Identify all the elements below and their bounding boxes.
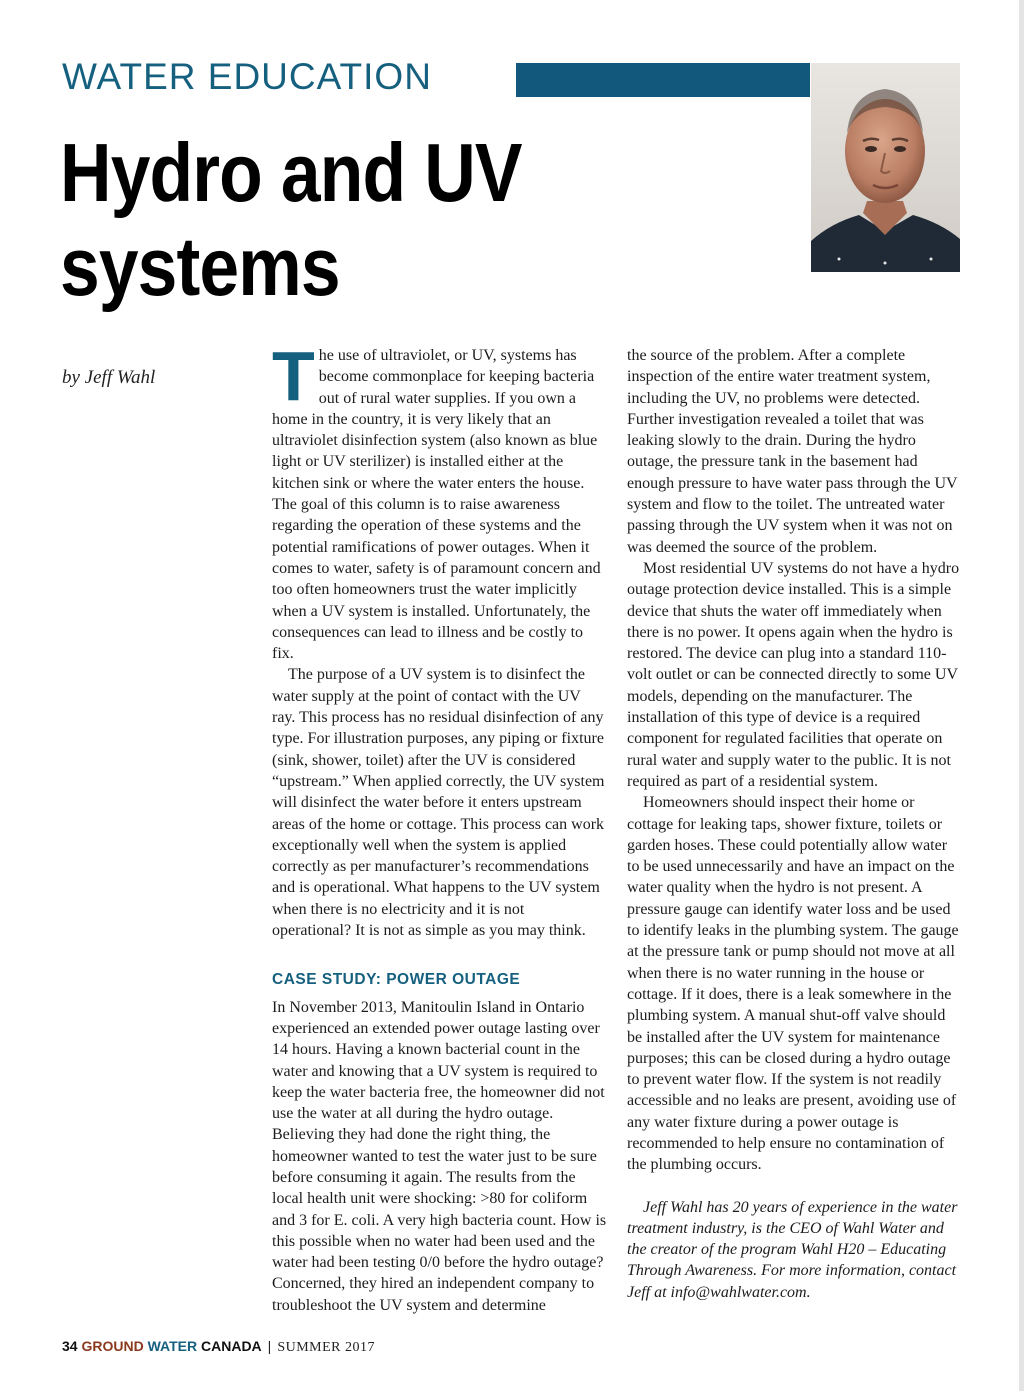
author-portrait-image [811,63,960,272]
section-subhead: CASE STUDY: POWER OUTAGE [272,971,521,989]
publication-name-word1: GROUND [81,1338,144,1354]
author-byline: by Jeff Wahl [62,367,156,388]
page-number: 34 [62,1338,78,1354]
article-paragraph: Homeowners should inspect their home or cottage for leaking taps, shower fixture, toilets or garden hoses. These could potentially allow water to be used unnecessarily and have an impact on the water quality when the hydro is not present. A pressure gauge can identify water loss and be used to identify leaks in the plumbing system. The gauge at the pressure tank or pump should not move at all when there is no water running in the house or cottage. If it does, there is a leak somewhere in the plumbing system. A manual shut-off valve should be installed after the UV system for maintenance purposes; this can be closed during a hydro outage to prevent water flow. If the system is not readily accessible and no leaks are present, avoiding use of any water fixture during a power outage is recommended to help ensure no contamination of the plumbing occurs. [627,794,959,1174]
issue-date: SUMMER 2017 [277,1340,375,1355]
footer-divider: | [267,1338,272,1354]
page-edge-rule [1019,0,1024,1391]
article-paragraph: In November 2013, Manitoulin Island in Ontario experienced an extended power outage lasting over 14 hours. Having a known bacterial count in the water and knowing that a UV system is required to keep the water bacteria free, the homeowner did not use the water at all during the hydro outage. Believing they had done the right thing, the homeowner wanted to test the water just to be sure before consuming it again. The results from the local health unit were shocking: >80 for coliform and 3 for E. coli. A very high bacteria count. How is this possible when no water had been used and the water had been testing 0/0 before the hydro outage? Concerned, they hired an independent company to troubleshoot the UV system and determine [272,998,607,1314]
author-bio: Jeff Wahl has 20 years of experience in the water treatment industry, is the CEO of Wahl Water and the creator of the program Wahl H20 – Educating Through Awareness. For more information, contact Jeff at info@wahlwater.com. [627,1198,958,1301]
section-label: WATER EDUCATION [62,56,432,97]
article-paragraph [272,337,607,664]
section-bar [516,63,810,97]
publication-name-word2: WATER [147,1338,198,1354]
drop-cap: T [272,337,315,415]
article-paragraph: the source of the problem. After a complete inspection of the entire water treatment system, including the UV, no problems were detected. Further investigation revealed a toilet that was leaking slowly to the drain. During the hydro outage, the pressure tank in the basement had enough pressure to have water pass through the UV system and flow to the toilet. The untreated water passing through the UV system when it was not on was deemed the source of the problem. [627,347,958,556]
page-footer [62,1338,375,1356]
article-paragraph: The purpose of a UV system is to disinfect the water supply at the point of contact with the UV ray. This process has no residual disinfection of any type. For illustration purposes, any piping or fixture (sink, shower, toilet) after the UV is considered “upstream.” When applied correctly, the UV system will disinfect the water before it enters upstream areas of the home or cottage. This process can work exceptionally well when the system is applied correctly as per manufacturer’s recommendations and is operational. What happens to the UV system when there is no electricity and it is not operational? It is not as simple as you may think. [272,666,605,940]
author-photo [811,63,960,272]
article-paragraph: Most residential UV systems do not have a hydro outage protection device installed. This is a simple device that shuts the water off immediately when there is no power. It opens again when the hydro is restored. The device can plug into a standard 110-volt outlet or can be connected directly to some UV models, depending on the manufacturer. The installation of this type of device is a required component for regulated facilities that operate on rural water and supply water to the public. It is not required as part of a residential system. [627,559,960,790]
article-title: Hydro and UV systems [60,126,522,313]
article-column-2 [627,345,962,1303]
article-column-1 [272,337,607,1316]
publication-name-word3: CANADA [201,1338,262,1354]
intro-text: he use of ultraviolet, or UV, systems has become commonplace for keeping bacteria out of rural water supplies. If you own a home in the country, it is very likely that an ultraviolet disinfection system (also known as blue light or UV sterilizer) is installed either at the kitchen sink or where the water enters the house. The goal of this column is to raise awareness regarding the operation of these systems and the potential ramifications of power outages. When it comes to water, safety is of paramount concern and too often homeowners trust the water implicitly when a UV system is installed. Unfortunately, the consequences can lead to illness and be costly to fix. [272,347,601,663]
